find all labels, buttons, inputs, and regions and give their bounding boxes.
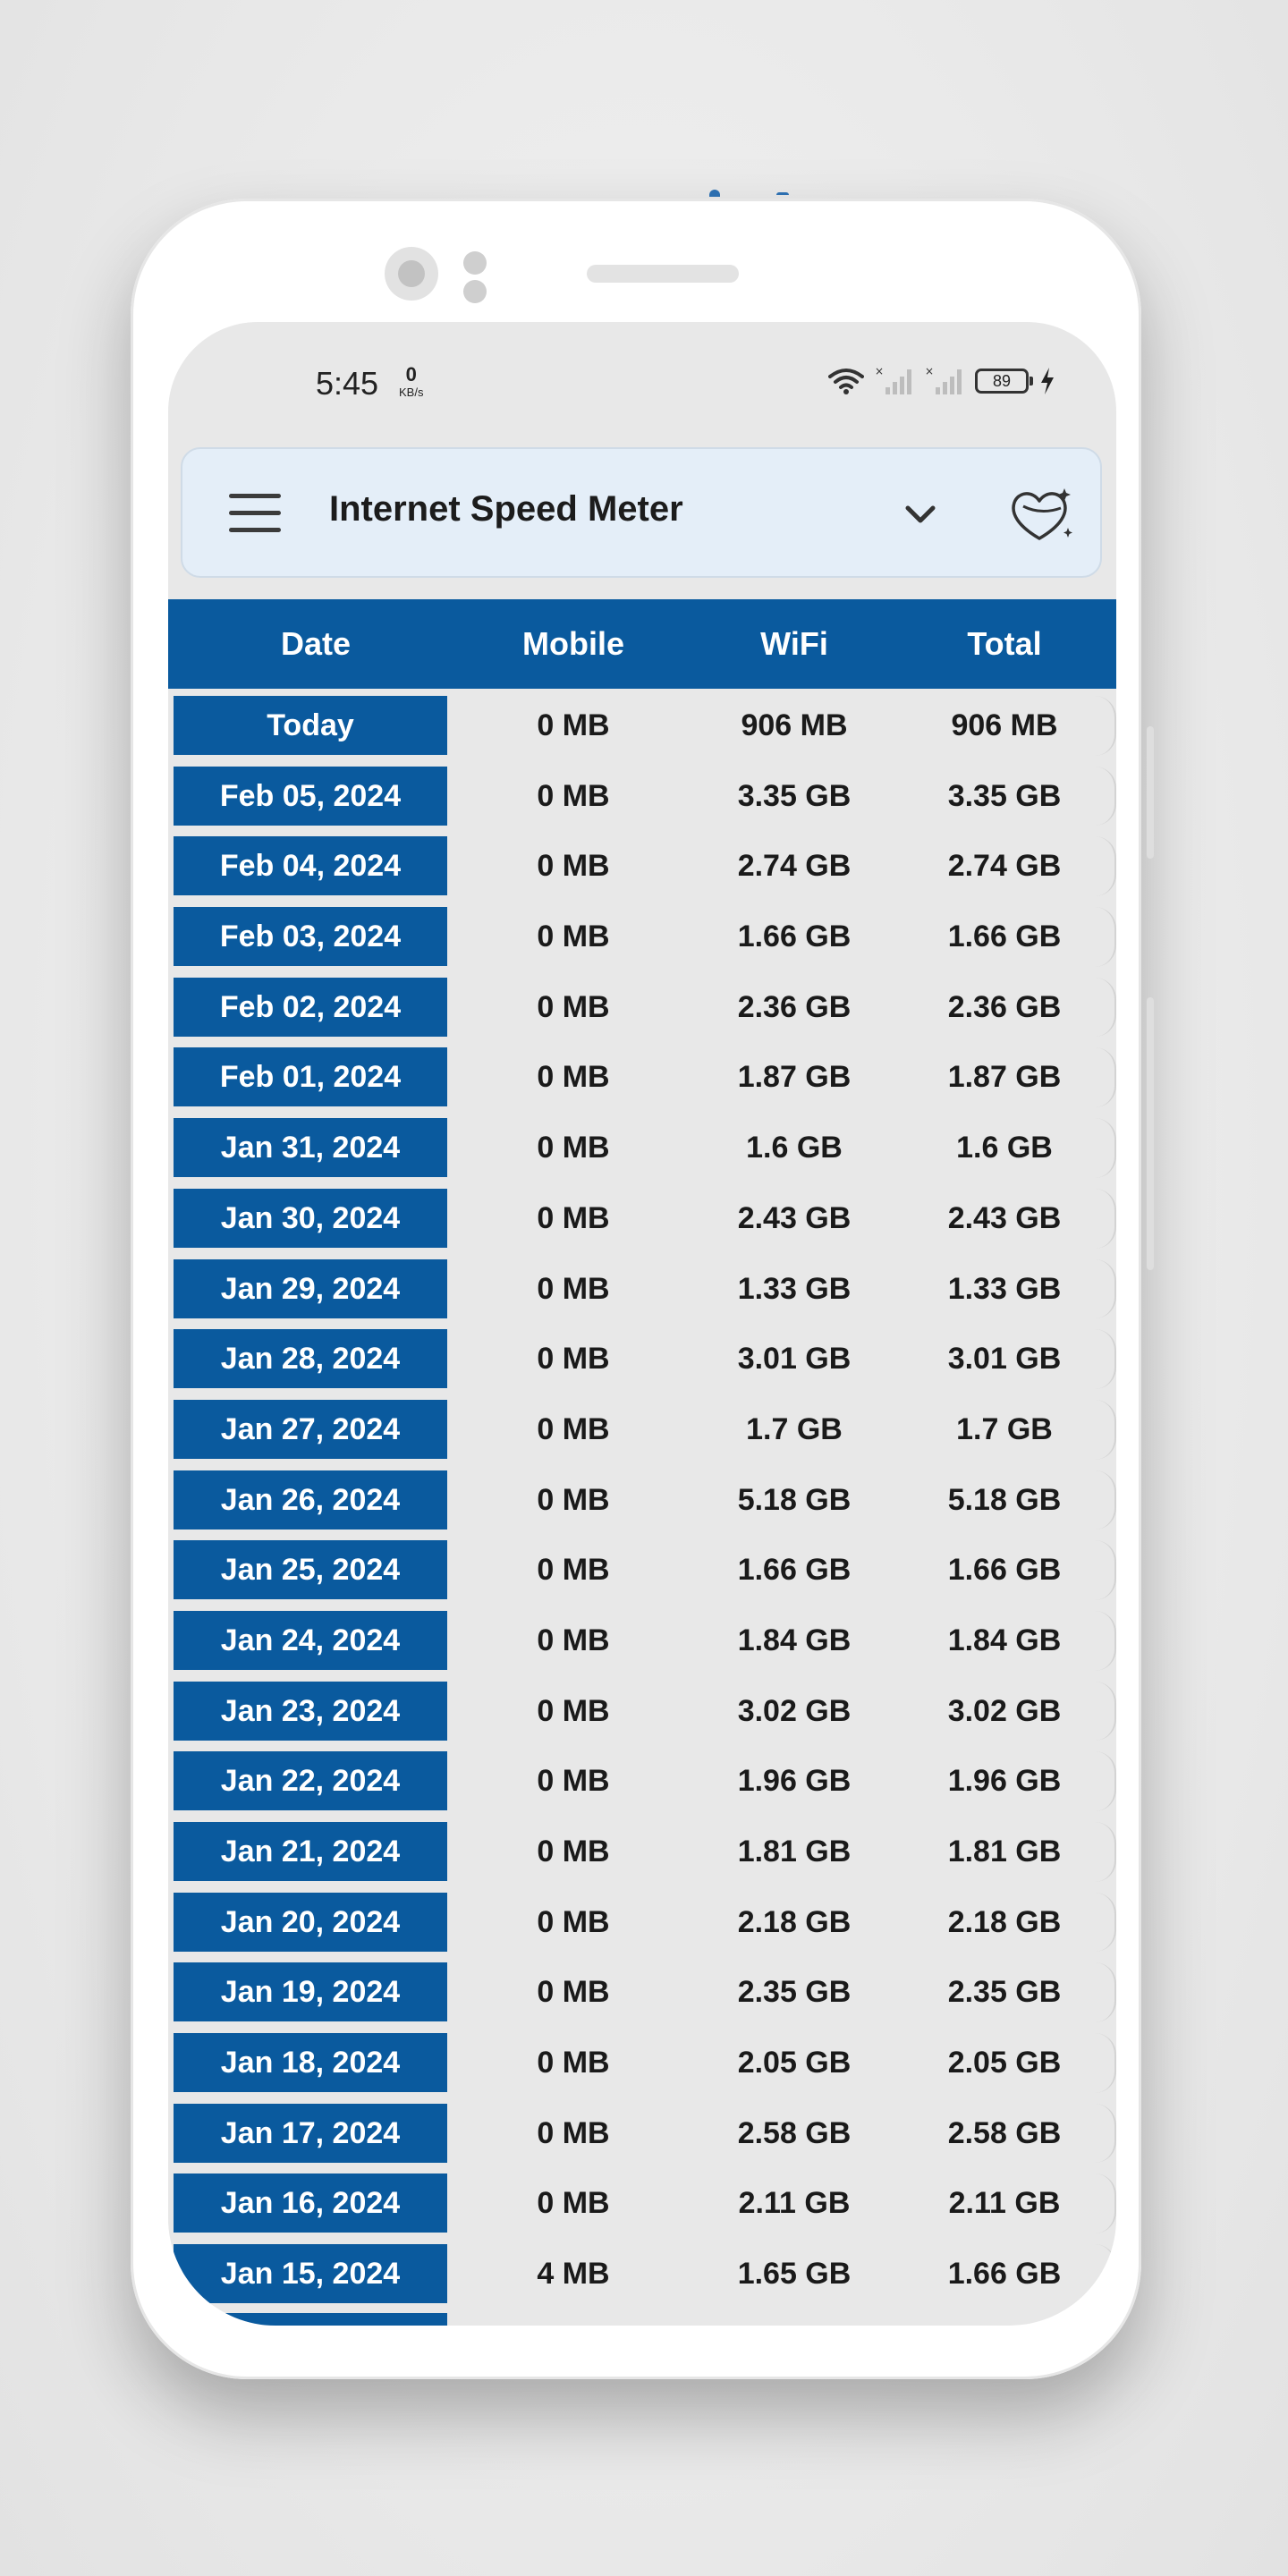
- usage-table: [168, 691, 1116, 2309]
- table-row[interactable]: [168, 1183, 1116, 1254]
- row-mobile-usage: 0 MB: [537, 2115, 610, 2150]
- table-row[interactable]: [168, 691, 1116, 761]
- row-date: Feb 04, 2024: [174, 836, 447, 895]
- sensor-icon: [463, 251, 487, 275]
- table-row[interactable]: [168, 1957, 1116, 2028]
- row-date: Feb 02, 2024: [174, 978, 447, 1037]
- row-total-usage: 5.18 GB: [947, 1482, 1062, 1517]
- row-mobile-usage: 0 MB: [537, 2046, 610, 2080]
- row-wifi-usage: 1.33 GB: [737, 1271, 852, 1306]
- top-accent: [776, 192, 789, 195]
- table-row[interactable]: [168, 972, 1116, 1043]
- row-date: Jan 31, 2024: [174, 1118, 447, 1177]
- top-accent: [709, 190, 720, 197]
- table-row[interactable]: [168, 1606, 1116, 1676]
- table-row[interactable]: [168, 1465, 1116, 1536]
- row-wifi-usage: 2.43 GB: [737, 1200, 852, 1235]
- volume-button: [1147, 726, 1154, 859]
- status-icons: [828, 363, 1055, 399]
- table-row[interactable]: [168, 1887, 1116, 1958]
- row-total-usage: 2.74 GB: [947, 849, 1062, 884]
- table-row[interactable]: [168, 2098, 1116, 2169]
- row-mobile-usage: 0 MB: [537, 1764, 610, 1799]
- row-mobile-usage: 0 MB: [537, 849, 610, 884]
- column-header-mobile[interactable]: Mobile: [522, 625, 624, 662]
- table-row[interactable]: [168, 1324, 1116, 1394]
- wifi-icon: [828, 367, 864, 395]
- row-mobile-usage: 0 MB: [537, 1342, 610, 1377]
- row-date: Jan 23, 2024: [174, 1682, 447, 1741]
- earpiece-speaker: [587, 265, 739, 283]
- row-date: Jan 24, 2024: [174, 1611, 447, 1670]
- row-mobile-usage: 0 MB: [537, 1482, 610, 1517]
- row-total-usage: 3.35 GB: [947, 778, 1062, 813]
- row-total-usage: 1.6 GB: [956, 1131, 1053, 1165]
- front-camera-icon: [385, 247, 438, 301]
- row-wifi-usage: 1.87 GB: [737, 1060, 852, 1095]
- hamburger-icon[interactable]: [229, 494, 281, 533]
- network-speed-indicator: [399, 365, 423, 398]
- svg-text:×: ×: [925, 366, 935, 377]
- row-total-usage: 1.84 GB: [947, 1623, 1062, 1657]
- row-date: Feb 05, 2024: [174, 767, 447, 826]
- sensor-icon: [463, 280, 487, 303]
- row-mobile-usage: 0 MB: [537, 1904, 610, 1939]
- row-date: Jan 27, 2024: [174, 1400, 447, 1459]
- table-row[interactable]: [168, 2239, 1116, 2309]
- table-row[interactable]: [168, 1535, 1116, 1606]
- row-total-usage: 1.33 GB: [947, 1271, 1062, 1306]
- row-mobile-usage: 0 MB: [537, 1553, 610, 1588]
- table-header: [168, 599, 1116, 689]
- row-mobile-usage: 0 MB: [537, 1623, 610, 1657]
- row-total-usage: 1.7 GB: [956, 1411, 1053, 1446]
- row-wifi-usage: 1.96 GB: [737, 1764, 852, 1799]
- table-row[interactable]: [168, 902, 1116, 972]
- table-row[interactable]: [168, 1676, 1116, 1747]
- row-date: Feb 03, 2024: [174, 907, 447, 966]
- row-wifi-usage: 1.65 GB: [737, 2257, 852, 2292]
- row-total-usage: 3.02 GB: [947, 1693, 1062, 1728]
- row-total-usage: 1.96 GB: [947, 1764, 1062, 1799]
- row-total-usage: 1.66 GB: [947, 1553, 1062, 1588]
- svg-text:×: ×: [875, 366, 885, 377]
- row-mobile-usage: 0 MB: [537, 708, 610, 742]
- row-date: Jan 15, 2024: [174, 2244, 447, 2303]
- table-row[interactable]: [168, 1394, 1116, 1465]
- table-row[interactable]: [168, 2168, 1116, 2239]
- row-date: Jan 16, 2024: [174, 2174, 447, 2233]
- row-total-usage: 1.66 GB: [947, 2257, 1062, 2292]
- row-total-usage: 2.05 GB: [947, 2046, 1062, 2080]
- row-total-usage: 2.35 GB: [947, 1975, 1062, 2010]
- table-row[interactable]: [168, 761, 1116, 832]
- row-mobile-usage: 0 MB: [537, 1200, 610, 1235]
- app-bar: [181, 447, 1102, 578]
- charging-icon: [1039, 367, 1055, 395]
- row-wifi-usage: 2.35 GB: [737, 1975, 852, 2010]
- signal-icon: [875, 366, 914, 396]
- battery-icon: 89: [975, 369, 1029, 394]
- table-row[interactable]: [168, 2028, 1116, 2098]
- row-wifi-usage: 1.66 GB: [737, 1553, 852, 1588]
- network-speed-value: 0: [405, 363, 417, 386]
- row-total-usage: 2.58 GB: [947, 2115, 1062, 2150]
- row-date: Jan 20, 2024: [174, 1893, 447, 1952]
- row-wifi-usage: 2.18 GB: [737, 1904, 852, 1939]
- row-total-usage: 1.66 GB: [947, 919, 1062, 954]
- row-wifi-usage: 1.84 GB: [737, 1623, 852, 1657]
- row-total-usage: 906 MB: [951, 708, 1058, 742]
- row-date: Jan 30, 2024: [174, 1189, 447, 1248]
- next-row-peek: [174, 2313, 447, 2326]
- power-button: [1147, 997, 1154, 1270]
- signal-icon: [925, 366, 964, 396]
- row-date: Jan 28, 2024: [174, 1329, 447, 1388]
- column-header-total[interactable]: Total: [967, 625, 1042, 662]
- status-time: 5:45: [316, 365, 379, 402]
- row-date: Jan 19, 2024: [174, 1962, 447, 2021]
- row-mobile-usage: 0 MB: [537, 2186, 610, 2221]
- row-wifi-usage: 2.11 GB: [738, 2186, 851, 2221]
- table-row[interactable]: [168, 1254, 1116, 1325]
- column-header-wifi[interactable]: WiFi: [760, 625, 828, 662]
- row-date: Jan 25, 2024: [174, 1540, 447, 1599]
- row-total-usage: 1.87 GB: [947, 1060, 1062, 1095]
- row-wifi-usage: 5.18 GB: [737, 1482, 852, 1517]
- row-date: Jan 18, 2024: [174, 2033, 447, 2092]
- row-wifi-usage: 2.58 GB: [737, 2115, 852, 2150]
- row-wifi-usage: 1.7 GB: [746, 1411, 843, 1446]
- row-wifi-usage: 906 MB: [741, 708, 848, 742]
- row-mobile-usage: 0 MB: [537, 1975, 610, 2010]
- table-row[interactable]: [168, 1113, 1116, 1183]
- status-bar: [168, 322, 1116, 447]
- row-mobile-usage: 0 MB: [537, 1131, 610, 1165]
- row-date: Jan 17, 2024: [174, 2104, 447, 2163]
- chevron-down-icon[interactable]: [898, 492, 943, 537]
- row-mobile-usage: 0 MB: [537, 919, 610, 954]
- row-wifi-usage: 1.81 GB: [737, 1835, 852, 1868]
- row-mobile-usage: 0 MB: [537, 989, 610, 1024]
- row-wifi-usage: 1.6 GB: [746, 1131, 843, 1165]
- row-total-usage: 2.43 GB: [947, 1200, 1062, 1235]
- table-row[interactable]: [168, 1042, 1116, 1113]
- row-total-usage: 2.18 GB: [947, 1904, 1062, 1939]
- row-wifi-usage: 3.01 GB: [737, 1342, 852, 1377]
- row-wifi-usage: 3.02 GB: [737, 1693, 852, 1728]
- row-wifi-usage: 3.35 GB: [737, 778, 852, 813]
- app-title: Internet Speed Meter: [329, 489, 683, 529]
- table-row[interactable]: [168, 831, 1116, 902]
- row-mobile-usage: 0 MB: [537, 1835, 610, 1868]
- row-mobile-usage: 0 MB: [537, 1693, 610, 1728]
- table-row[interactable]: [168, 1817, 1116, 1887]
- heart-sparkle-icon[interactable]: [1005, 483, 1077, 546]
- row-total-usage: 2.36 GB: [947, 989, 1062, 1024]
- column-header-date[interactable]: Date: [280, 625, 352, 662]
- row-wifi-usage: 2.74 GB: [737, 849, 852, 884]
- row-wifi-usage: 2.36 GB: [737, 989, 852, 1024]
- row-mobile-usage: 4 MB: [537, 2257, 610, 2292]
- row-mobile-usage: 0 MB: [537, 1411, 610, 1446]
- row-mobile-usage: 0 MB: [537, 778, 610, 813]
- network-speed-unit: KB/s: [399, 386, 424, 399]
- row-total-usage: 2.11 GB: [948, 2186, 1061, 2221]
- row-mobile-usage: 0 MB: [537, 1060, 610, 1095]
- row-wifi-usage: 2.05 GB: [737, 2046, 852, 2080]
- row-total-usage: 3.01 GB: [947, 1342, 1062, 1377]
- row-date: Jan 22, 2024: [174, 1751, 447, 1810]
- table-row[interactable]: [168, 1746, 1116, 1817]
- row-date: Today: [174, 696, 447, 755]
- row-date: Jan 26, 2024: [174, 1470, 447, 1530]
- row-wifi-usage: 1.66 GB: [737, 919, 852, 954]
- row-mobile-usage: 0 MB: [537, 1271, 610, 1306]
- row-date: Jan 21, 2024: [174, 1822, 447, 1881]
- phone-screen: [168, 322, 1116, 2326]
- row-total-usage: 1.81 GB: [947, 1835, 1062, 1868]
- row-date: Jan 29, 2024: [174, 1259, 447, 1318]
- row-date: Feb 01, 2024: [174, 1047, 447, 1106]
